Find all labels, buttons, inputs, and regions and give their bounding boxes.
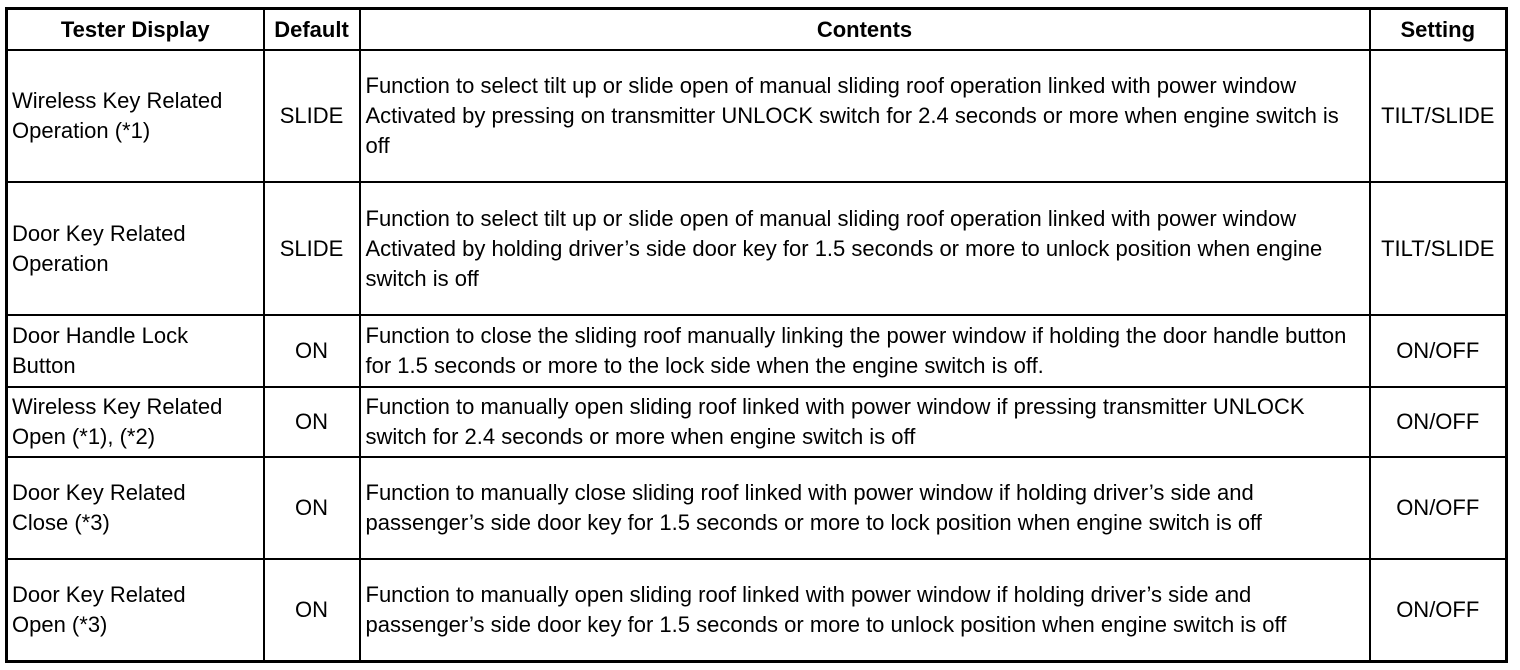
display-line: Wireless Key Related: [12, 394, 223, 419]
cell-default: ON: [264, 457, 360, 559]
content-paragraph: Function to close the sliding roof manually linking the power window if holding the door handle button for 1.5 seconds or more to the lock side when the engine switch is off.: [365, 323, 1347, 378]
document-page: [5, 7, 1508, 663]
cell-setting: TILT/SLIDE: [1370, 182, 1507, 315]
cell-contents: [360, 457, 1370, 559]
cell-default: ON: [264, 315, 360, 387]
table-row: [7, 457, 1507, 559]
cell-setting: ON/OFF: [1370, 387, 1507, 457]
cell-setting: TILT/SLIDE: [1370, 50, 1507, 182]
display-line: Door Key Related: [12, 220, 186, 246]
display-line: Operation: [12, 250, 109, 276]
header-default: Default: [264, 9, 360, 51]
content-paragraph: Function to select tilt up or slide open of manual sliding roof operation linked with power window: [365, 205, 1297, 231]
content-paragraph: Activated by holding driver’s side door key for 1.5 seconds or more to unlock position when engine switch is off: [365, 235, 1323, 291]
display-line: Open (*1), (*2): [12, 424, 156, 449]
header-contents: Contents: [360, 9, 1370, 51]
cell-contents: [360, 182, 1370, 315]
content-paragraph: Function to manually open sliding roof linked with power window if pressing transmitter UNLOCK switch for 2.4 seconds or more when engine switch is off: [365, 394, 1305, 449]
cell-default: SLIDE: [264, 50, 360, 182]
customize-settings-table: [5, 7, 1508, 663]
table-row: [7, 315, 1507, 387]
cell-tester-display: [7, 182, 264, 315]
content-paragraph: Function to manually open sliding roof linked with power window if holding driver’s side and passenger’s side door key for 1.5 seconds or more to unlock position when engine switch is off: [365, 582, 1287, 637]
cell-contents: [360, 50, 1370, 182]
table-row: [7, 387, 1507, 457]
table-row: [7, 182, 1507, 315]
cell-tester-display: [7, 559, 264, 662]
display-line: Open (*3): [12, 612, 108, 637]
cell-tester-display: [7, 387, 264, 457]
cell-tester-display: [7, 457, 264, 559]
display-line: Door Key Related: [12, 582, 186, 607]
content-paragraph: Activated by pressing on transmitter UNLOCK switch for 2.4 seconds or more when engine switch is off: [365, 103, 1339, 158]
display-line: Close (*3): [12, 510, 110, 535]
header-tester-display: Tester Display: [7, 9, 264, 51]
cell-setting: ON/OFF: [1370, 315, 1507, 387]
table-header-row: [7, 9, 1507, 51]
display-line: Wireless Key Related: [12, 88, 223, 113]
header-setting: Setting: [1370, 9, 1507, 51]
cell-setting: ON/OFF: [1370, 559, 1507, 662]
cell-contents: [360, 387, 1370, 457]
display-line: Operation (*1): [12, 118, 151, 143]
cell-tester-display: [7, 50, 264, 182]
cell-default: ON: [264, 559, 360, 662]
cell-default: SLIDE: [264, 182, 360, 315]
cell-default: ON: [264, 387, 360, 457]
content-paragraph: Function to manually close sliding roof linked with power window if holding driver’s side and passenger’s side door key for 1.5 seconds or more to lock position when engine switch is off: [365, 480, 1262, 535]
content-paragraph: Function to select tilt up or slide open of manual sliding roof operation linked with power window: [365, 73, 1297, 98]
table-row: [7, 559, 1507, 662]
cell-contents: [360, 559, 1370, 662]
display-line: Door Handle Lock: [12, 323, 189, 348]
cell-contents: [360, 315, 1370, 387]
display-line: Button: [12, 353, 76, 378]
table-row: [7, 50, 1507, 182]
display-line: Door Key Related: [12, 480, 186, 505]
cell-setting: ON/OFF: [1370, 457, 1507, 559]
cell-tester-display: [7, 315, 264, 387]
